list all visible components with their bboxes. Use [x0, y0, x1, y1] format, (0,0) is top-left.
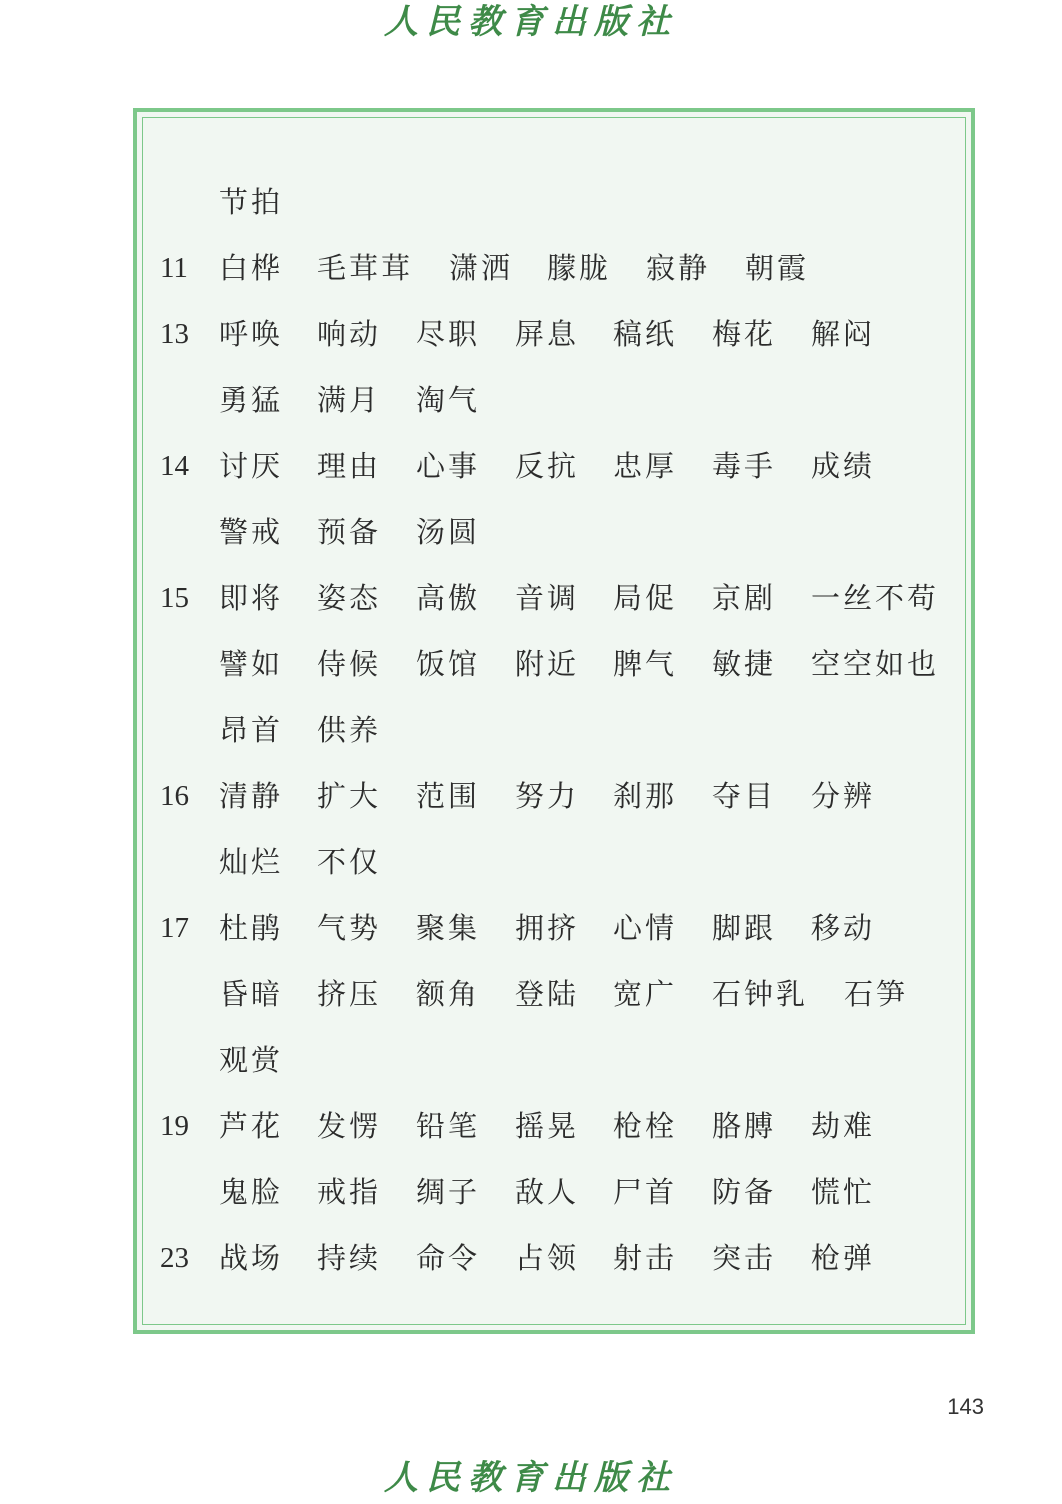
lesson-number: 14 — [160, 450, 189, 482]
vocab-word: 譬如 — [219, 647, 284, 681]
vocab-word: 突击 — [712, 1241, 777, 1275]
vocab-word: 敏捷 — [712, 647, 777, 681]
vocab-word: 附近 — [515, 647, 580, 681]
vocab-word: 登陆 — [515, 977, 580, 1011]
lesson-number: 16 — [160, 780, 189, 812]
vocab-word: 移动 — [811, 911, 876, 945]
vocab-row — [137, 1040, 971, 1080]
publisher-name: 人民教育出版社 — [384, 2, 678, 42]
vocab-word: 枪栓 — [613, 1109, 678, 1143]
vocab-word: 脚跟 — [712, 911, 777, 945]
vocab-word: 警戒 — [219, 515, 284, 549]
vocab-row — [137, 380, 971, 420]
vocab-word: 节拍 — [219, 185, 284, 219]
vocab-word: 呼唤 — [219, 317, 284, 351]
vocab-word: 胳膊 — [712, 1109, 777, 1143]
vocab-word: 一丝不苟 — [811, 581, 940, 615]
vocab-word: 命令 — [416, 1241, 481, 1275]
vocab-word: 屏息 — [515, 317, 580, 351]
vocab-word: 灿烂 — [219, 845, 284, 879]
vocab-word: 稿纸 — [613, 317, 678, 351]
vocabulary-panel — [133, 108, 975, 1334]
vocab-word: 石钟乳 — [712, 977, 809, 1011]
vocab-row — [137, 446, 971, 486]
vocab-word: 观赏 — [219, 1043, 284, 1077]
vocab-row — [137, 1106, 971, 1146]
vocab-word: 占领 — [515, 1241, 580, 1275]
vocab-word: 战场 — [219, 1241, 284, 1275]
vocab-word: 解闷 — [811, 317, 876, 351]
lesson-number: 19 — [160, 1110, 189, 1142]
lesson-number: 15 — [160, 582, 189, 614]
vocab-word: 尸首 — [613, 1175, 678, 1209]
vocab-row — [137, 578, 971, 618]
vocab-word: 慌忙 — [811, 1175, 876, 1209]
vocab-word: 持续 — [317, 1241, 382, 1275]
vocab-row — [137, 512, 971, 552]
vocab-word: 京剧 — [712, 581, 777, 615]
vocab-word: 戒指 — [317, 1175, 382, 1209]
vocab-row — [137, 710, 971, 750]
vocab-word: 寂静 — [646, 251, 711, 285]
lesson-number: 13 — [160, 318, 189, 350]
vocab-word: 空空如也 — [811, 647, 940, 681]
vocab-word: 成绩 — [811, 449, 876, 483]
vocab-word: 气势 — [317, 911, 382, 945]
publisher-logo-bottom — [0, 1458, 1062, 1498]
vocab-row — [137, 182, 971, 222]
vocab-word: 分辨 — [811, 779, 876, 813]
vocab-word: 额角 — [416, 977, 481, 1011]
vocab-row — [137, 776, 971, 816]
vocab-row — [137, 908, 971, 948]
lesson-number: 17 — [160, 912, 189, 944]
vocab-word: 石笋 — [844, 977, 909, 1011]
vocab-word: 挤压 — [317, 977, 382, 1011]
vocab-word: 摇晃 — [515, 1109, 580, 1143]
vocab-word: 劫难 — [811, 1109, 876, 1143]
vocab-word: 潇洒 — [449, 251, 514, 285]
vocab-word: 淘气 — [416, 383, 481, 417]
vocab-word: 聚集 — [416, 911, 481, 945]
vocab-row — [137, 1238, 971, 1278]
vocab-word: 不仅 — [317, 845, 382, 879]
vocab-word: 清静 — [219, 779, 284, 813]
vocab-word: 昂首 — [219, 713, 284, 747]
vocab-word: 发愣 — [317, 1109, 382, 1143]
vocab-word: 朝霞 — [745, 251, 810, 285]
vocab-word: 宽广 — [613, 977, 678, 1011]
vocab-word: 讨厌 — [219, 449, 284, 483]
vocab-word: 心情 — [613, 911, 678, 945]
vocab-word: 拥挤 — [515, 911, 580, 945]
page-number: 143 — [947, 1394, 984, 1419]
vocab-word: 芦花 — [219, 1109, 284, 1143]
vocab-word: 供养 — [317, 713, 382, 747]
vocab-word: 毒手 — [712, 449, 777, 483]
vocab-word: 防备 — [712, 1175, 777, 1209]
vocab-word: 鬼脸 — [219, 1175, 284, 1209]
vocab-row — [137, 248, 971, 288]
vocab-row — [137, 974, 971, 1014]
vocab-word: 饭馆 — [416, 647, 481, 681]
vocab-word: 朦胧 — [547, 251, 612, 285]
vocab-word: 高傲 — [416, 581, 481, 615]
vocab-word: 预备 — [317, 515, 382, 549]
vocab-word: 射击 — [613, 1241, 678, 1275]
lesson-number: 23 — [160, 1242, 189, 1274]
publisher-name: 人民教育出版社 — [384, 1458, 678, 1498]
vocab-row — [137, 644, 971, 684]
vocab-word: 杜鹃 — [219, 911, 284, 945]
vocab-word: 姿态 — [317, 581, 382, 615]
vocab-word: 即将 — [219, 581, 284, 615]
vocab-word: 范围 — [416, 779, 481, 813]
vocab-word: 敌人 — [515, 1175, 580, 1209]
vocab-word: 白桦 — [219, 251, 284, 285]
vocab-word: 满月 — [317, 383, 382, 417]
vocab-word: 铅笔 — [416, 1109, 481, 1143]
vocab-word: 勇猛 — [219, 383, 284, 417]
vocab-word: 毛茸茸 — [317, 251, 414, 285]
vocab-word: 汤圆 — [416, 515, 481, 549]
vocab-row — [137, 1172, 971, 1212]
vocab-word: 梅花 — [712, 317, 777, 351]
vocab-word: 反抗 — [515, 449, 580, 483]
vocab-word: 枪弹 — [811, 1241, 876, 1275]
vocab-word: 刹那 — [613, 779, 678, 813]
vocab-row — [137, 842, 971, 882]
vocab-word: 扩大 — [317, 779, 382, 813]
vocab-word: 昏暗 — [219, 977, 284, 1011]
vocab-word: 忠厚 — [613, 449, 678, 483]
vocab-word: 脾气 — [613, 647, 678, 681]
publisher-logo-top — [0, 2, 1062, 42]
vocab-word: 心事 — [416, 449, 481, 483]
vocab-word: 夺目 — [712, 779, 777, 813]
vocab-word: 侍候 — [317, 647, 382, 681]
lesson-number: 11 — [160, 252, 188, 284]
vocab-word: 绸子 — [416, 1175, 481, 1209]
vocab-word: 尽职 — [416, 317, 481, 351]
vocab-word: 响动 — [317, 317, 382, 351]
vocab-row — [137, 314, 971, 354]
vocab-word: 音调 — [515, 581, 580, 615]
vocab-word: 局促 — [613, 581, 678, 615]
vocab-word: 努力 — [515, 779, 580, 813]
vocab-word: 理由 — [317, 449, 382, 483]
